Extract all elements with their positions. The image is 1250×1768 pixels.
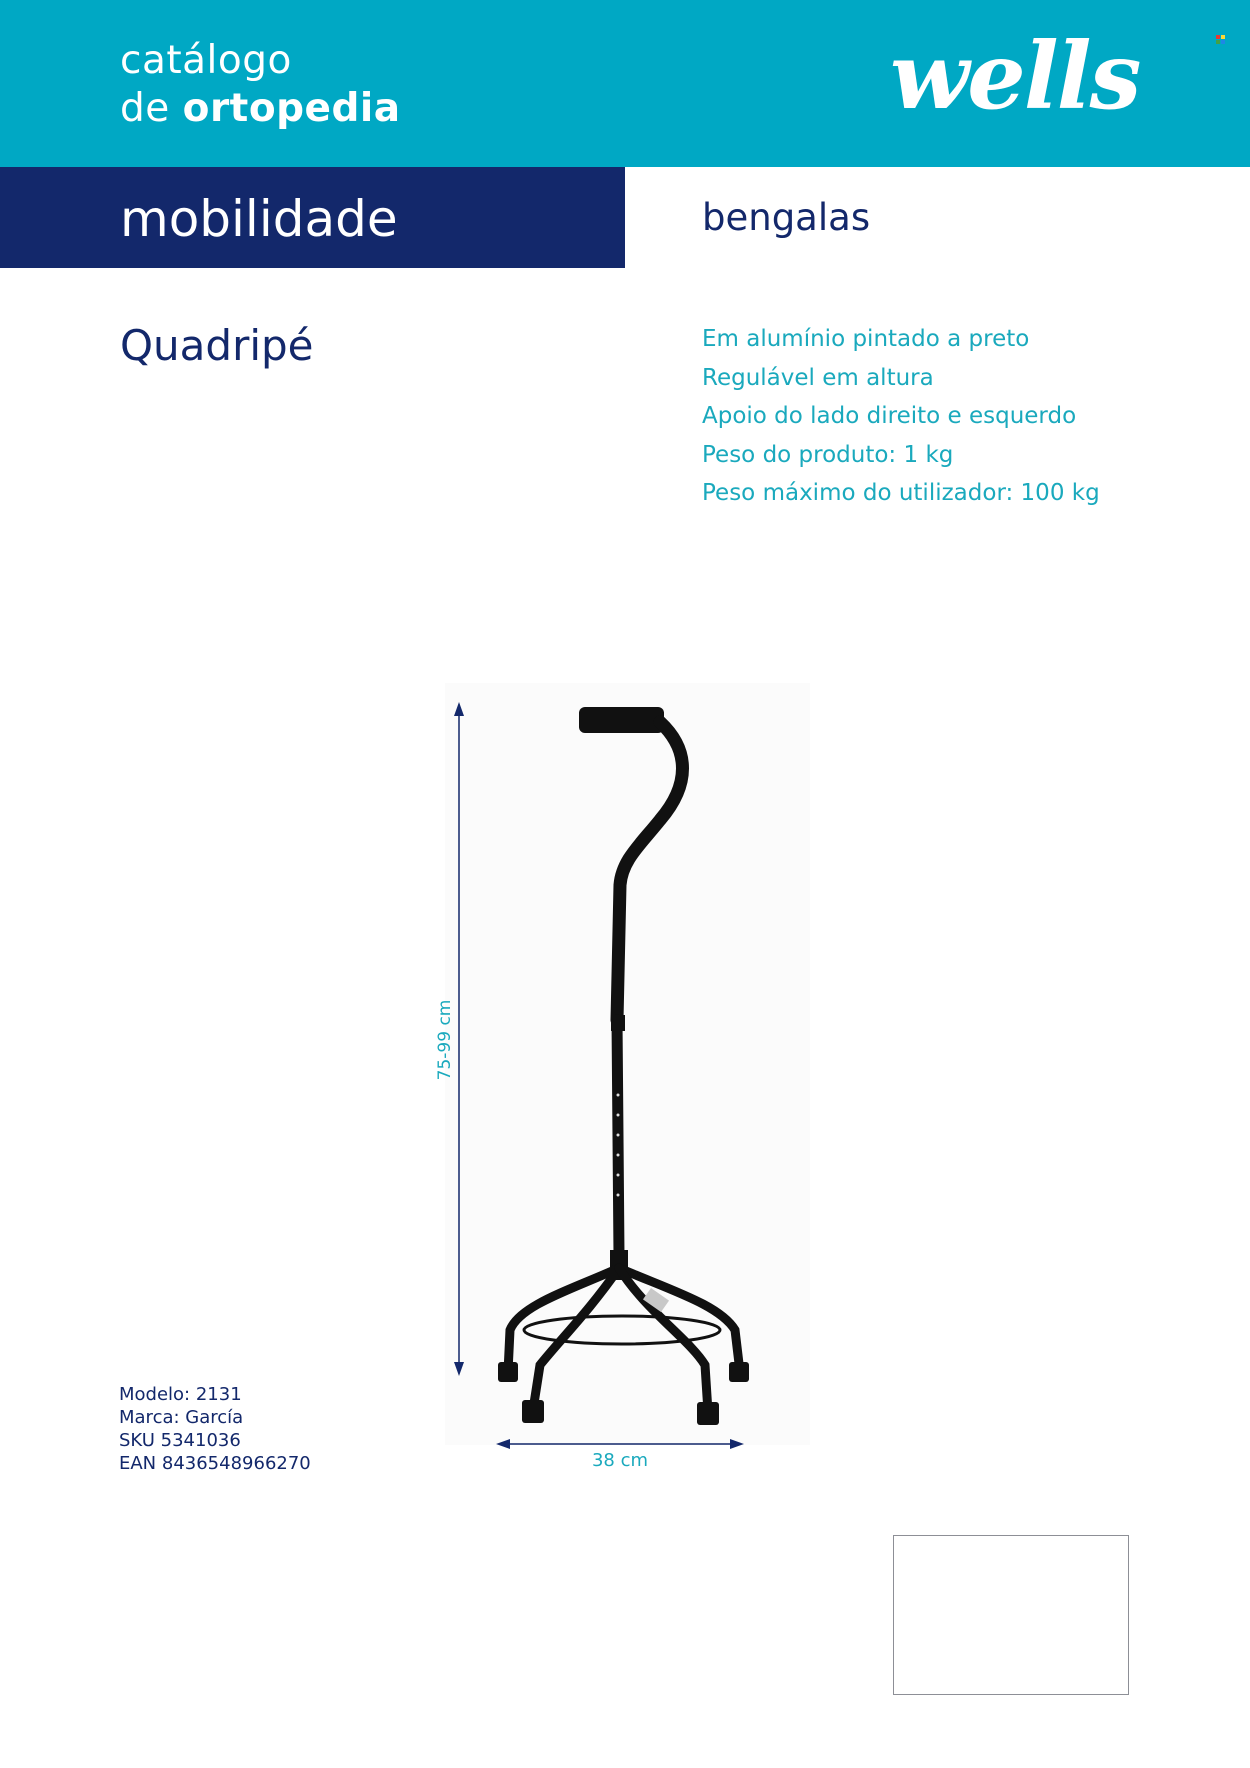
feature-item: Regulável em altura <box>702 364 934 391</box>
catalog-title-line1: catálogo <box>120 38 292 83</box>
feature-item: Peso máximo do utilizador: 100 kg <box>702 480 1100 506</box>
product-specs <box>119 1383 311 1475</box>
feature-item: Apoio do lado direito e esquerdo <box>702 403 1077 429</box>
feature-item: Em alumínio pintado a preto <box>702 326 1030 352</box>
spec-sku: SKU 5341036 <box>119 1430 241 1451</box>
spec-model: Modelo: 2131 <box>119 1384 242 1405</box>
spec-brand: Marca: García <box>119 1407 244 1428</box>
spec-ean: EAN 8436548966270 <box>119 1453 311 1474</box>
empty-price-box <box>893 1535 1129 1695</box>
subcategory-title: bengalas <box>702 196 871 239</box>
height-dimension-label: 75-99 cm <box>435 999 455 1081</box>
width-dimension-label: 38 cm <box>591 1450 649 1471</box>
catalog-title-prefix: de <box>120 86 183 131</box>
brand-logo: wells <box>890 22 1140 130</box>
category-title: mobilidade <box>120 190 398 248</box>
product-photo-backdrop <box>445 683 810 1445</box>
product-name: Quadripé <box>120 321 314 370</box>
catalog-title-bold: ortopedia <box>182 86 401 131</box>
feature-item: Peso do produto: 1 kg <box>702 441 954 468</box>
